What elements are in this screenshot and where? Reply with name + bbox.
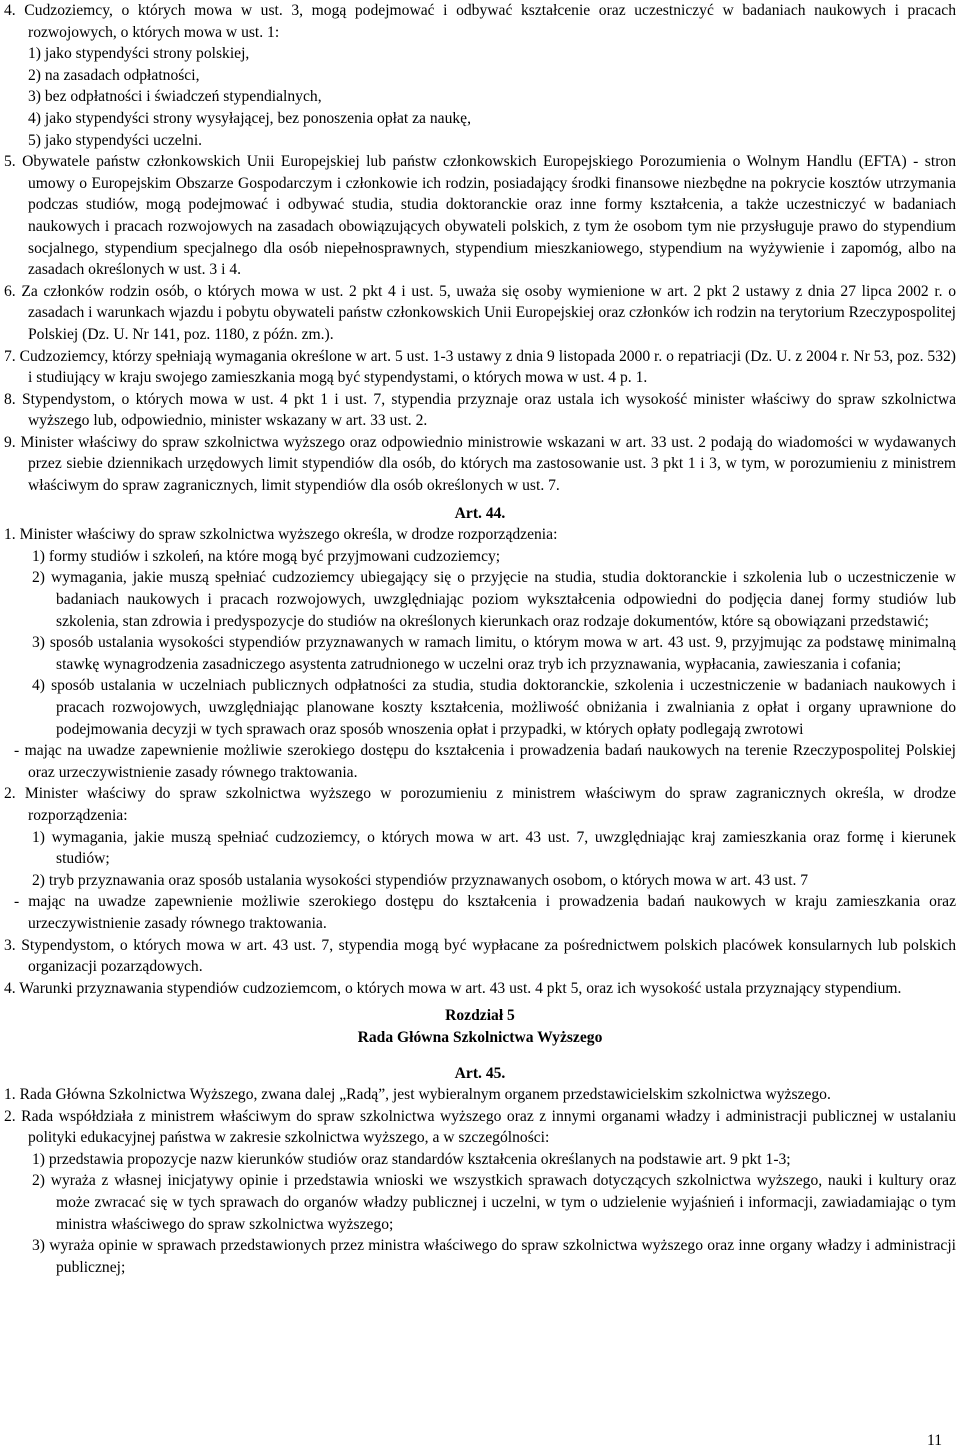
page-number: 11 (926, 1432, 942, 1449)
list-item: 3) sposób ustalania wysokości stypendiów przyznawanych w ramach limitu, o którym mowa w art. 43 ust. 9, przyjmując za podstawę minimalną stawkę wynagrodzenia zasadniczego asystenta zatrudnionego w uczelni oraz tryb ich przyznawania, wypłacania, zawieszania i cofania; (32, 634, 956, 673)
paragraph-4: 4. Cudzoziemcy, o których mowa w ust. 3, mogą podejmować i odbywać kształcenie oraz uczestniczyć w badaniach naukowych i pracach rozwojowych, o których mowa w ust. 1: (4, 2, 956, 41)
paragraph-7: 7. Cudzoziemcy, którzy spełniają wymagania określone w art. 5 ust. 1-3 ustawy z dnia 9 listopada 2000 r. o repatriacji (Dz. U. z 2004 r. Nr 53, poz. 532) i studiujący w kraju swojego zamieszkania mogą być stypendystami, o których mowa w ust. 4 p. 1. (4, 347, 956, 387)
chapter-title: Rada Główna Szkolnictwa Wyższego (357, 1028, 603, 1046)
list-item: 1) formy studiów i szkoleń, na które mogą być przyjmowani cudzoziemcy; (32, 547, 501, 565)
closing-clause: - mając na uwadze zapewnienie możliwie szerokiego dostępu do kształcenia i prowadzenia badań naukowych na terenie Rzeczypospolitej Polskiej oraz urzeczywistnienie zasady równego traktowania. (14, 742, 956, 781)
art44-paragraph-2: 2. Minister właściwy do spraw szkolnictwa wyższego w porozumieniu z ministrem właściwym do spraw zagranicznych określa, w drodze rozporządzenia: (4, 785, 956, 824)
list-item: 3) bez odpłatności i świadczeń stypendialnych, (28, 88, 322, 106)
art45-paragraph-1: 1. Rada Główna Szkolnictwa Wyższego, zwana dalej „Radą”, jest wybieralnym organem przedstawicielskim szkolnictwa wyższego. (4, 1086, 831, 1104)
art44-paragraph-4: 4. Warunki przyznawania stypendiów cudzoziemcom, o których mowa w art. 43 ust. 4 pkt 5, oraz ich wysokość ustala przyznający stypendium. (4, 979, 902, 997)
article-44-heading: Art. 44. (454, 504, 506, 522)
list-item: 2) wyraża z własnej inicjatywy opinie i przedstawia wnioski we wszystkich sprawach dotyczących szkolnictwa wyższego, nauki i kultury oraz może zwracać się w tych sprawach do organów władzy publicznej i uczelni, w tym o udzielenie wyjaśnień i informacji, zawiadamiając o tym ministra właściwego do spraw szkolnictwa wyższego; (32, 1172, 956, 1233)
list-item: 2) tryb przyznawania oraz sposób ustalania wysokości stypendiów przyznawanych osobom, o których mowa w art. 43 ust. 7 (32, 871, 809, 889)
list-item: 2) na zasadach odpłatności, (28, 66, 200, 84)
list-item: 1) jako stypendyści strony polskiej, (28, 45, 250, 63)
chapter-number: Rozdział 5 (445, 1007, 515, 1025)
closing-clause: - mając na uwadze zapewnienie możliwie szerokiego dostępu do kształcenia i prowadzenia badań naukowych w kraju zamieszkania oraz urzeczywistnienie zasady równego traktowania. (14, 893, 956, 932)
document-body (4, 0, 956, 1278)
paragraph-8: 8. Stypendystom, o których mowa w ust. 4 pkt 1 i ust. 7, stypendia przyznaje oraz ustala ich wysokość minister właściwy do spraw szkolnictwa wyższego lub, odpowiednio, minister wskazany w art. 33 ust. 2. (4, 390, 956, 430)
list-item: 1) wymagania, jakie muszą spełniać cudzoziemcy, o których mowa w art. 43 ust. 7, uwzględniając kraj zamieszkania oraz formę i kierunek studiów; (32, 828, 956, 868)
paragraph-6: 6. Za członków rodzin osób, o których mowa w ust. 2 pkt 4 i ust. 5, uważa się osoby wymienione w art. 2 pkt 2 ustawy z dnia 27 lipca 2002 r. o zasadach i warunkach wjazdu i pobytu obywateli państw członkowskich Unii Europejskiej oraz członków ich rodzin na terytorium Rzeczypospolitej Polskiej (Dz. U. Nr 141, poz. 1180, z późn. zm.). (4, 282, 956, 343)
list-item: 5) jako stypendyści uczelni. (28, 131, 203, 149)
list-item: 4) sposób ustalania w uczelniach publicznych odpłatności za studia, studia doktoranckie, szkolenia i uczestniczenie w badaniach naukowych i pracach rozwojowych, uwzględniając planowane koszty kształcenia, możliwość obniżania i zwalniania z opłat i organy uprawnione do podejmowania decyzji w tych sprawach oraz sposób wnoszenia opłat i przypadki, w których opłaty podlegają zwrotowi (32, 677, 956, 738)
list-item: 2) wymagania, jakie muszą spełniać cudzoziemcy ubiegający się o przyjęcie na studia, studia doktoranckie i szkolenia lub o uczestniczenie w badaniach naukowych i pracach rozwojowych, uwzględniając poziom wykształcenia odpowiedni do podjęcia danej formy studiów lub szkolenia, stan zdrowia i predyspozycje do studiów na określonych kierunkach oraz rodzaje dokumentów, które są obowiązani przedstawić; (32, 569, 956, 630)
art45-paragraph-2: 2. Rada współdziała z ministrem właściwym do spraw szkolnictwa wyższego oraz z innymi organami władzy i administracji publicznej w ustalaniu polityki edukacyjnej państwa w zakresie szkolnictwa wyższego, a w szczególności: (4, 1107, 956, 1147)
art44-paragraph-1: 1. Minister właściwy do spraw szkolnictwa wyższego określa, w drodze rozporządzenia: (4, 526, 558, 544)
list-item: 4) jako stypendyści strony wysyłającej, bez ponoszenia opłat za naukę, (28, 109, 471, 127)
paragraph-5: 5. Obywatele państw członkowskich Unii Europejskiej lub państw członkowskich Europejskiego Porozumienia o Wolnym Handlu (EFTA) - stron umowy o Europejskim Obszarze Gospodarczym i członkowie ich rodzin, posiadający środki finansowe niezbędne na pokrycie kosztów utrzymania podczas studiów, mogą podejmować i odbywać studia, studia doktoranckie oraz inne formy kształcenia, a także uczestniczyć w badaniach naukowych i pracach rozwojowych na zasadach obowiązujących obywateli polskich, z tym że osobom tym nie przysługuje prawo do stypendium socjalnego, stypendium specjalnego dla osób niepełnosprawnych, stypendium mieszkaniowego, stypendium na wyżywienie i zapomóg, albo na zasadach określonych w ust. 3 i 4. (4, 153, 956, 279)
art44-paragraph-3: 3. Stypendystom, o których mowa w art. 43 ust. 7, stypendia mogą być wypłacane za pośrednictwem polskich placówek konsularnych lub polskich organizacji pozarządowych. (4, 936, 956, 976)
article-45-heading: Art. 45. (454, 1064, 506, 1082)
paragraph-9: 9. Minister właściwy do spraw szkolnictwa wyższego oraz odpowiednio ministrowie wskazani w art. 33 ust. 2 podają do wiadomości w wydawanych przez siebie dziennikach urzędowych limit stypendiów dla osób, do których ma zastosowanie ust. 3 pkt 1 i 3, w tym, w porozumieniu z ministrem właściwym do spraw zagranicznych, limit stypendiów dla osób określonych w ust. 7. (4, 433, 956, 495)
list-item: 3) wyraża opinie w sprawach przedstawionych przez ministra właściwego do spraw szkolnictwa wyższego oraz inne organy władzy i administracji publicznej; (32, 1237, 956, 1276)
list-item: 1) przedstawia propozycje nazw kierunków studiów oraz standardów kształcenia określanych na podstawie art. 9 pkt 1-3; (32, 1150, 791, 1168)
